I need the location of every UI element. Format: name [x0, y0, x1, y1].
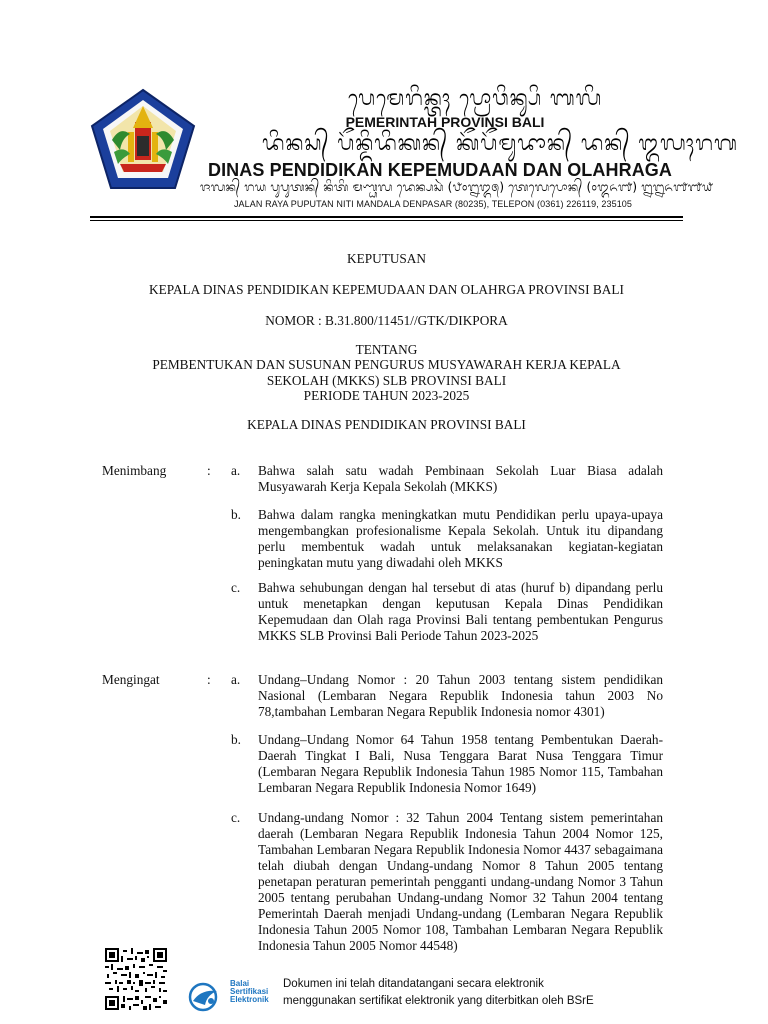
- item-letter: c.: [231, 580, 241, 595]
- section-label-menimbang: Menimbang: [102, 463, 167, 478]
- legal-basis-text: Undang–Undang Nomor 64 Tahun 1958 tentang Pembentukan Daerah-Daerah Tingkat I Bali, Nusa Tenggara Barat Nusa Tenggara Timur (Lembaran Negara Republik Indonesia Tahun 1985 Nomor 115, Tambahan Lembaran Negara Republik Indonesia Nomor 1649): [258, 732, 663, 795]
- legal-basis-text: Undang–Undang Nomor : 20 Tahun 2003 tentang sistem pendidikan Nasional (Lembaran Negara Republik Indonesia tahun 2003 No 78,tambahan Lembaran Negara Republik Indonesia nomor 4301): [258, 672, 663, 719]
- section-label-mengingat: Mengingat: [102, 672, 160, 687]
- e-signature-note: Dokumen ini telah ditandatangani secara elektronik: [283, 978, 544, 990]
- agency-name: DINAS PENDIDIKAN KEPEMUDAAN DAN OLAHRAGA: [207, 160, 672, 180]
- issuer-title: KEPALA DINAS PENDIDIKAN KEPEMUDAAN DAN OLAHRGA PROVINSI BALI: [149, 282, 624, 297]
- balinese-script-line: ᬧᬾᬫᬾᬭᬶᬦ᭄ᬢᬄ ᬧ᭄ᬭᭀᬯᬶᬦ᭄ᬲᬶ ᬩᬮᬶ: [348, 86, 603, 110]
- qr-code-icon[interactable]: [105, 948, 167, 1010]
- government-name: PEMERINTAH PROVINSI BALI: [345, 114, 545, 130]
- item-letter: a.: [231, 672, 241, 687]
- consideration-text: Bahwa sehubungan dengan hal tersebut di atas (huruf b) dipandang perlu untuk menetapkan dengan keputusan Kepala Dinas Pendidikan Kepemudaan dan Olah raga Provinsi Bali tentang pembentukan Pengurus MKKS SLB Provinsi Bali Periode Tahun 2023-2025: [258, 580, 663, 643]
- agency-address: JALAN RAYA PUPUTAN NITI MANDALA DENPASAR (80235), TELEPON (0361) 226119, 235105: [233, 199, 633, 209]
- letterhead-divider: [90, 220, 683, 221]
- bsre-name-line: Balai: [230, 979, 250, 988]
- letterhead-divider: [90, 216, 683, 218]
- signatory-title: KEPALA DINAS PENDIDIKAN PROVINSI BALI: [247, 417, 526, 432]
- balinese-script-address: ᬚᬮᬦ᭄ ᬭᬬ ᬧᬸᬧᬸᬢᬦ᭄ ᬦᬶᬢᬶ ᬫᬡ᭄ᬟᬮ ᬤᬾᬦ᭄ᬧᬲᬃ (᭘᭐᭒᭓᭕) ᬢᬾᬮᬾᬧᭀᬦ᭄ (᭐᭓᭖᭑) ᭒᭒᭖᭑᭑᭙: [200, 180, 714, 194]
- legal-basis-text: Undang-undang Nomor : 32 Tahun 2004 Tentang sistem pemerintahan daerah (Lembaran Negara Republik Indonesia Tahun 2004 Nomor 125, Tambahan Lembaran Negara Republik Indonesia Nomor 4437 sebagaimana telah diubah dengan Undang-undang Nomor 8 Tahun 2005 tentang penetapan peraturan pemerintah pengganti undang-undang Nomor 3 Tahun 2005 tentang perubahan Undang-undang Nomor 32 Tahun 2004 tentang Pemerintah Daerah menjadi Undang-undang (Lembaran Negara Republik Indonesia Tahun 2005 Nomor 108, Tambahan Lembaran Negara Republik Indonesia Tahun 2005 Nomor 44548): [258, 810, 663, 953]
- bsre-logo-icon: [187, 983, 227, 1011]
- about-label: TENTANG: [355, 342, 418, 357]
- bali-province-emblem-icon: [90, 88, 196, 190]
- item-letter: a.: [231, 463, 241, 478]
- letterhead: [0, 0, 768, 222]
- item-letter: b.: [231, 507, 241, 522]
- document-number: NOMOR : B.31.800/11451//GTK/DIKPORA: [265, 313, 508, 328]
- colon: :: [207, 463, 211, 478]
- bsre-name: [230, 980, 269, 1004]
- consideration-text: Bahwa salah satu wadah Pembinaan Sekolah Luar Biasa adalah Musyawarah Kerja Kepala Sekolah (MKKS): [258, 463, 663, 494]
- subject-line: SEKOLAH (MKKS) SLB PROVINSI BALI: [266, 373, 507, 388]
- document-heading: KEPUTUSAN: [346, 251, 427, 266]
- balinese-script-line: ᬤᬶᬦᬲ᭄ ᬧᭂᬦ᭄ᬤᬶᬤᬶᬓᬦ᭄ ᬓᭂᬧᭂᬫᬸᬤᬵᬦ᭄ ᬤᬦ᭄ ᬑᬮᬄᬭᬕ: [262, 131, 738, 155]
- e-signature-note: menggunakan sertifikat elektronik yang diterbitkan oleh BSrE: [283, 995, 594, 1007]
- bsre-name-line: Sertifikasi: [230, 987, 269, 996]
- bsre-name-line: Elektronik: [230, 995, 269, 1004]
- consideration-text: Bahwa dalam rangka meningkatkan mutu Pendidikan perlu upaya-upaya mengembangkan profesionalisme Kepala Sekolah. Untuk itu dipandang perlu membentuk wadah untuk melaksanakan kegiatan-kegiatan peningkatan mutu yang diwadahi oleh MKKS: [258, 507, 663, 570]
- item-letter: b.: [231, 732, 241, 747]
- subject-line: PEMBENTUKAN DAN SUSUNAN PENGURUS MUSYAWARAH KERJA KEPALA: [152, 357, 621, 372]
- subject-line: PERIODE TAHUN 2023-2025: [303, 388, 470, 403]
- colon: :: [207, 672, 211, 687]
- item-letter: c.: [231, 810, 241, 825]
